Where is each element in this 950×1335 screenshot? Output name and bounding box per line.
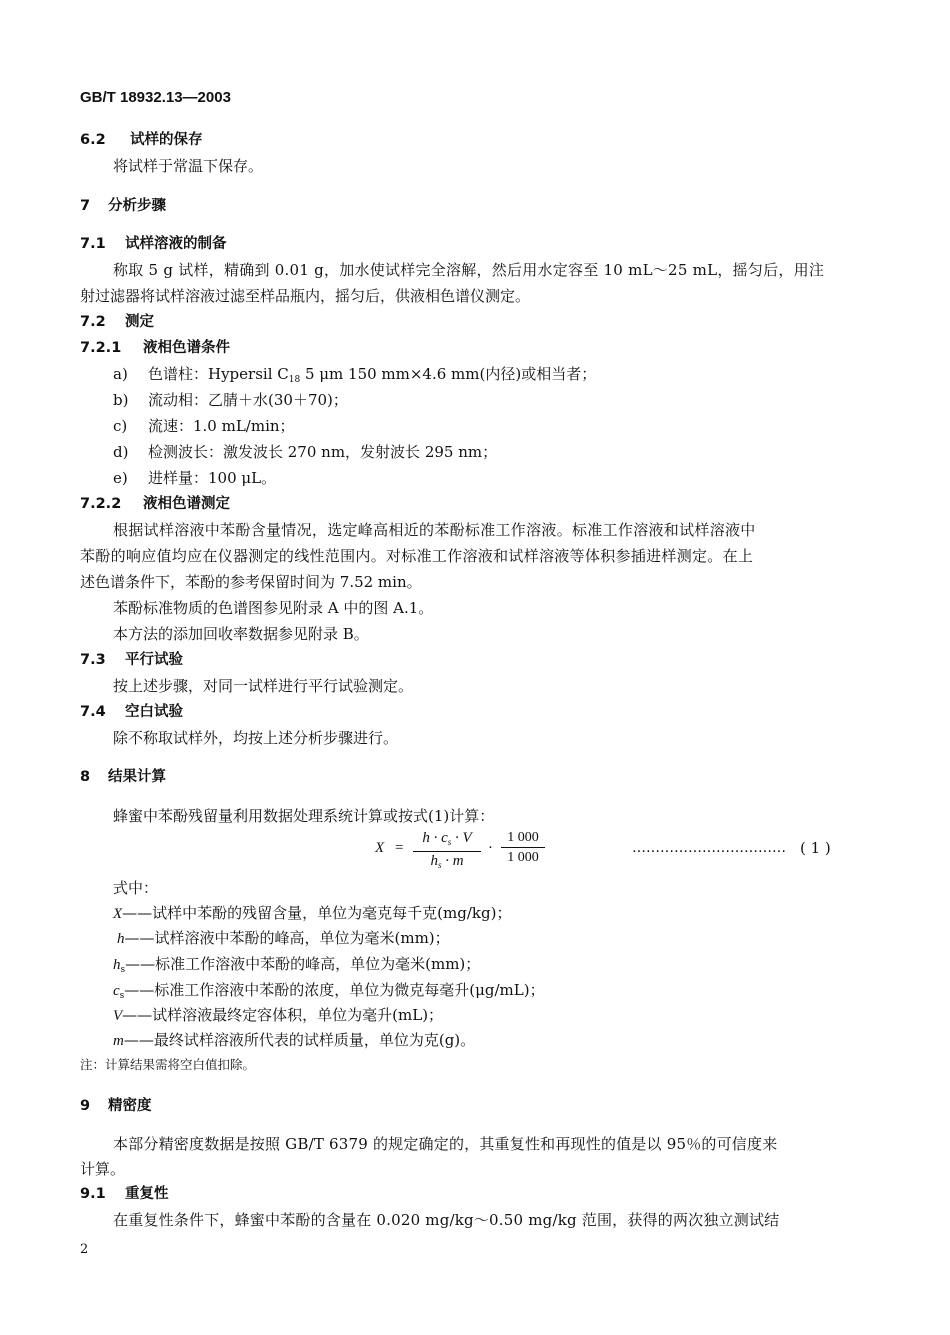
list-item: d) 检测波长：激发波长 270 nm，发射波长 295 nm； bbox=[113, 443, 498, 461]
section-title: 测定 bbox=[125, 314, 154, 330]
section-number: 9.1 bbox=[80, 1186, 106, 1202]
note: 注：计算结果需将空白值扣除。 bbox=[80, 1057, 256, 1072]
paragraph-line: 称取 5 g 试样，精确到 0.01 g，加水使试样完全溶解，然后用水定容至 10 mL～25 mL，摇匀后，用注 bbox=[113, 261, 825, 279]
section-9-1-heading bbox=[80, 1184, 169, 1204]
formula-equals: = bbox=[395, 840, 404, 856]
section-title: 平行试验 bbox=[125, 652, 183, 668]
variable-definition: $h_s——$标准工作溶液中苯酚的峰高，单位为毫米(mm)； bbox=[113, 955, 481, 975]
formula-lhs: X bbox=[375, 840, 385, 856]
section-number: 9 bbox=[80, 1098, 91, 1114]
paragraph-line: 射过滤器将试样溶液过滤至样品瓶内，摇匀后，供液相色谱仪测定。 bbox=[80, 287, 531, 305]
section-6-2-heading bbox=[80, 130, 203, 150]
equation-number: ( 1 ) bbox=[800, 839, 831, 857]
section-number: 7.3 bbox=[80, 652, 106, 668]
section-number: 7.4 bbox=[80, 704, 106, 720]
section-7-2-1-heading bbox=[80, 338, 230, 358]
paragraph-line: 计算。 bbox=[80, 1160, 126, 1178]
paragraph-line: 本方法的添加回收率数据参见附录 B。 bbox=[113, 625, 369, 643]
section-number: 7.1 bbox=[80, 236, 106, 252]
section-title: 空白试验 bbox=[125, 704, 183, 720]
paragraph-line: 述色谱条件下，苯酚的参考保留时间为 7.52 min。 bbox=[80, 573, 422, 591]
section-title: 试样的保存 bbox=[130, 132, 203, 148]
list-label: e) bbox=[113, 469, 128, 487]
list-item: a) 色谱柱：Hypersil $C_{18}$ 5 μm 150 mm×4.6 mm(内径)或相当者； bbox=[113, 365, 597, 385]
section-number: 6.2 bbox=[80, 132, 106, 148]
section-7-1-heading bbox=[80, 234, 227, 254]
formula-fraction-main bbox=[413, 830, 481, 874]
list-label: a) bbox=[113, 365, 128, 383]
section-title: 液相色谱条件 bbox=[143, 340, 230, 356]
section-title: 液相色谱测定 bbox=[143, 496, 230, 512]
section-title: 试样溶液的制备 bbox=[125, 236, 227, 252]
section-7-4-heading bbox=[80, 702, 183, 722]
section-number: 7.2 bbox=[80, 314, 106, 330]
variable-definition: h——试样溶液中苯酚的峰高，单位为毫米(mm)； bbox=[117, 929, 450, 947]
variable-definition: X——试样中苯酚的残留含量，单位为毫克每千克(mg/kg)； bbox=[113, 904, 512, 922]
paragraph-line: 根据试样溶液中苯酚含量情况，选定峰高相近的苯酚标准工作溶液。标准工作溶液和试样溶液中 bbox=[113, 521, 756, 539]
paragraph: 蜂蜜中苯酚残留量利用数据处理系统计算或按式(1)计算： bbox=[113, 807, 495, 825]
section-7-3-heading bbox=[80, 650, 183, 670]
paragraph-line: 苯酚的响应值均应在仪器测定的线性范围内。对标准工作溶液和试样溶液等体积参插进样测定。在上 bbox=[80, 547, 754, 565]
section-number: 7.2.1 bbox=[80, 340, 122, 356]
variable-definition: m——最终试样溶液所代表的试样质量，单位为克(g)。 bbox=[113, 1031, 476, 1049]
list-item: e) 进样量：100 μL。 bbox=[113, 469, 277, 487]
variable-definition: V——试样溶液最终定容体积，单位为毫升(mL)； bbox=[113, 1006, 444, 1024]
list-label: d) bbox=[113, 443, 129, 461]
fraction-numerator: 1 000 bbox=[501, 830, 545, 848]
section-7-2-2-heading bbox=[80, 494, 230, 514]
standard-id: GB/T 18932.13—2003 bbox=[80, 89, 231, 106]
fraction-denominator: 1 000 bbox=[507, 850, 539, 865]
paragraph-line: 苯酚标准物质的色谱图参见附录 A 中的图 A.1。 bbox=[113, 599, 434, 617]
fraction-numerator: $h \cdot c_s \cdot V$ bbox=[413, 830, 481, 852]
equation-leader-dots: …………………………… bbox=[632, 840, 786, 856]
where-label: 式中： bbox=[113, 879, 159, 897]
list-label: b) bbox=[113, 391, 129, 409]
section-8-heading bbox=[80, 767, 166, 787]
paragraph: 将试样于常温下保存。 bbox=[113, 157, 264, 175]
list-item: c) 流速：1.0 mL/min； bbox=[113, 417, 295, 435]
section-title: 结果计算 bbox=[108, 769, 166, 785]
paragraph: 除不称取试样外，均按上述分析步骤进行。 bbox=[113, 729, 399, 747]
paragraph-line: 在重复性条件下，蜂蜜中苯酚的含量在 0.020 mg/kg～0.50 mg/kg 范围，获得的两次独立测试结 bbox=[113, 1211, 780, 1229]
section-7-2-heading bbox=[80, 312, 154, 332]
variable-definition: $c_s——$标准工作溶液中苯酚的浓度，单位为微克每毫升(μg/mL)； bbox=[113, 981, 545, 1001]
section-number: 7.2.2 bbox=[80, 496, 122, 512]
page-number: 2 bbox=[80, 1242, 89, 1257]
section-7-heading bbox=[80, 196, 166, 216]
section-number: 8 bbox=[80, 769, 91, 785]
paragraph-line: 本部分精密度数据是按照 GB/T 6379 的规定确定的，其重复性和再现性的值是以 95％的可信度来 bbox=[113, 1135, 778, 1153]
list-label: c) bbox=[113, 417, 128, 435]
section-number: 7 bbox=[80, 198, 91, 214]
formula-fraction-factor bbox=[501, 830, 545, 866]
formula-multiply: · bbox=[488, 840, 493, 856]
paragraph: 按上述步骤，对同一试样进行平行试验测定。 bbox=[113, 677, 414, 695]
section-9-heading bbox=[80, 1096, 152, 1116]
section-title: 重复性 bbox=[125, 1186, 169, 1202]
section-title: 分析步骤 bbox=[108, 198, 166, 214]
fraction-denominator: $h_s \cdot m$ bbox=[430, 853, 464, 870]
list-item: b) 流动相：乙腈＋水(30＋70)； bbox=[113, 391, 348, 409]
section-title: 精密度 bbox=[108, 1098, 152, 1114]
